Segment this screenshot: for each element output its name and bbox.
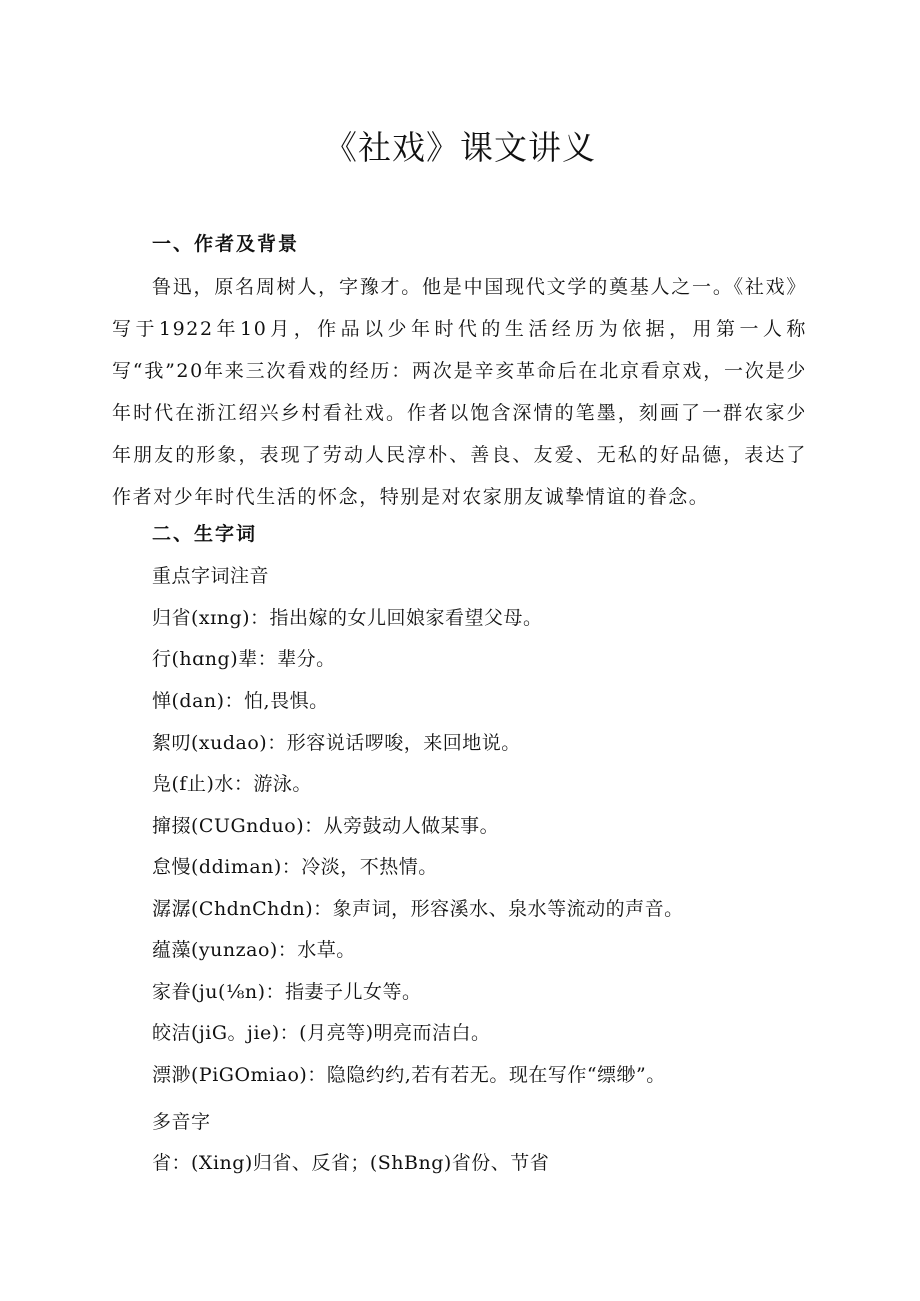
vocab-entry: 归省(xɪng)：指出嫁的女儿回娘家看望父母。 [152, 607, 543, 629]
vocab-entry: 絮叨(xudao)：形容说话啰唆，来回地说。 [152, 732, 521, 754]
vocab-entry: 皎洁(jiG。jie)：(月亮等)明亮而洁白。 [152, 1022, 491, 1044]
vocab-entry: 蕴藻(yunzao)：水草。 [152, 939, 356, 961]
vocab-entry: 潺潺(ChdnChdn)：象声词，形容溪水、泉水等流动的声音。 [152, 898, 684, 920]
vocab-entry: 家眷(ju(⅛n)：指妻子儿女等。 [152, 981, 422, 1003]
vocab-entry: 怠慢(ddiman)：冷淡，不热情。 [152, 856, 438, 878]
vocab-entry: 行(hɑng)辈：辈分。 [152, 648, 336, 670]
polyphonic-entry: 省：(Xing)归省、反省；(ShBng)省份、节省 [152, 1152, 550, 1174]
vocab-entry: 惮(dan)：怕,畏惧。 [152, 690, 329, 712]
subheading-pronunciation: 重点字词注音 [152, 565, 270, 587]
vocab-entry: 漂渺(PiGOmiao)：隐隐约约,若有若无。现在写作“缥缈”。 [152, 1064, 666, 1086]
vocab-entry: 凫(f止)水：游泳。 [152, 773, 312, 795]
vocab-entry: 撺掇(CUGnduo)：从旁鼓动人做某事。 [152, 815, 500, 837]
author-background-paragraph: 鲁迅，原名周树人，字豫才。他是中国现代文学的奠基人之一。《社戏》写于1922年10月，作品以少年时代的生活经历为依据，用第一人称写“我”20年来三次看戏的经历：两次是辛亥革命后在北京看京戏，一次是少年时代在浙江绍兴乡村看社戏。作者以饱含深情的笔墨，刻画了一群农家少年朋友的形象，表现了劳动人民淳朴、善良、友爱、无私的好品德，表达了作者对少年时代生活的怀念，特别是对农家朋友诚挚情谊的眷念。 [112, 276, 807, 508]
section-heading-vocabulary: 二、生字词 [152, 523, 258, 545]
page-title: 《社戏》课文讲义 [324, 128, 596, 167]
subheading-polyphonic: 多音字 [152, 1111, 211, 1133]
section-heading-author: 一、作者及背景 [152, 233, 300, 255]
